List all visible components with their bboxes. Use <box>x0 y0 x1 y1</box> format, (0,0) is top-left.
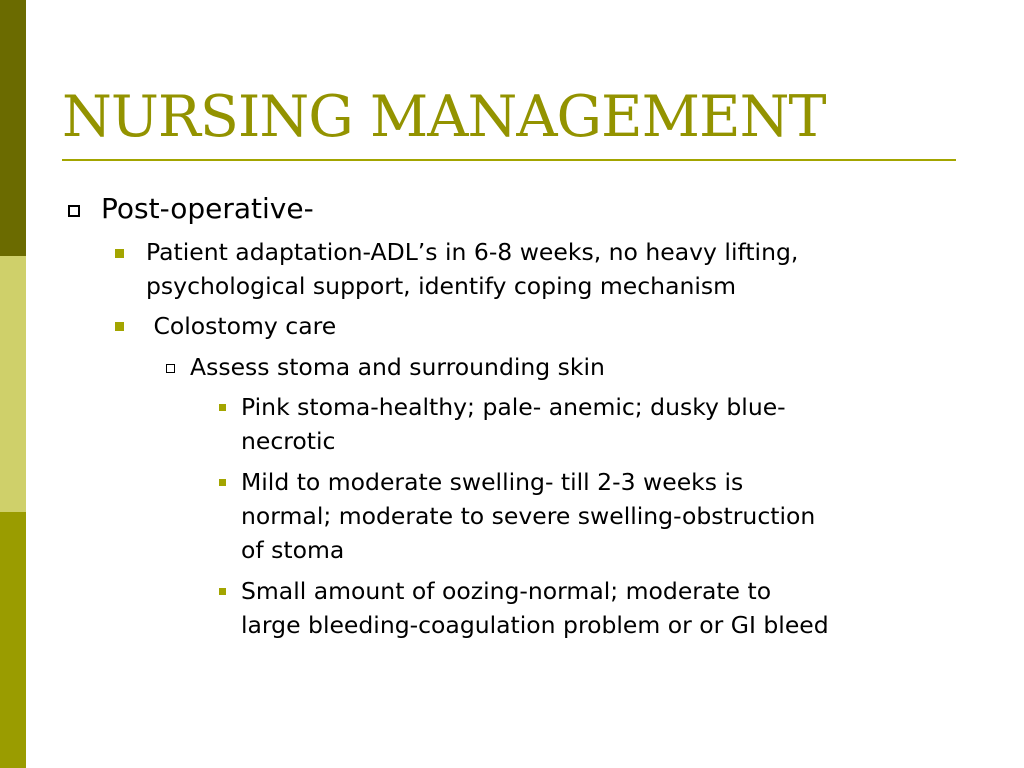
bullet-oozing-line-1: Small amount of oozing-normal; moderate to <box>241 577 772 605</box>
bullet-adaptation-line-2: psychological support, identify coping mechanism <box>146 272 737 300</box>
bullet-swelling-line-1: Mild to moderate swelling- till 2-3 weeks is <box>241 468 744 496</box>
bullet-swelling-line-3: of stoma <box>241 536 345 564</box>
bullet-oozing-line-2: large bleeding-coagulation problem or or GI bleed <box>241 611 829 639</box>
bullet-adaptation-line-1: Patient adaptation-ADL’s in 6-8 weeks, no heavy lifting, <box>146 238 799 266</box>
bullet-assess-stoma: Assess stoma and surrounding skin <box>190 353 605 381</box>
bullet-colostomy-care: Colostomy care <box>146 312 337 340</box>
hollow-square-bullet-icon <box>68 205 80 217</box>
sidebar-segment-bottom <box>0 512 26 768</box>
sidebar-segment-top <box>0 0 26 256</box>
title-underline <box>62 159 956 161</box>
sidebar-bar <box>0 0 26 768</box>
sidebar-segment-middle <box>0 256 26 512</box>
square-bullet-icon <box>219 404 226 411</box>
square-bullet-icon <box>115 322 124 331</box>
bullet-stoma-color-line-1: Pink stoma-healthy; pale- anemic; dusky blue- <box>241 393 786 421</box>
bullet-post-operative: Post-operative- <box>101 192 314 225</box>
square-bullet-icon <box>219 588 226 595</box>
slide-title: NURSING MANAGEMENT <box>62 84 826 150</box>
square-bullet-icon <box>219 479 226 486</box>
bullet-swelling-line-2: normal; moderate to severe swelling-obstruction <box>241 502 816 530</box>
hollow-square-bullet-icon <box>166 364 175 373</box>
square-bullet-icon <box>115 249 124 258</box>
bullet-stoma-color-line-2: necrotic <box>241 427 336 455</box>
